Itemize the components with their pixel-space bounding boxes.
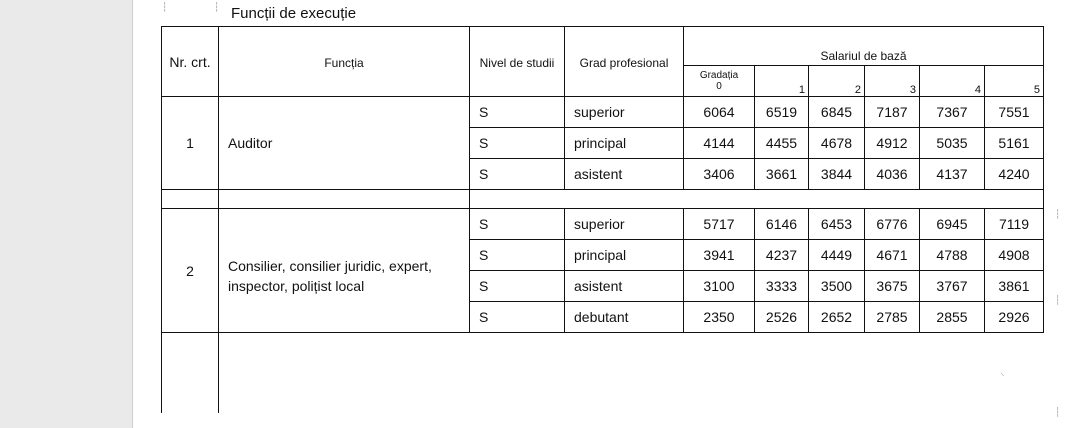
salary-cell: 5717 — [684, 209, 755, 240]
salary-cell: 6453 — [809, 209, 865, 240]
scan-artifact: ⸌ — [1000, 371, 1005, 381]
group-nr: 2 — [162, 209, 219, 333]
salary-cell: 6945 — [920, 209, 985, 240]
header-nivel-studii: Nivel de studii — [470, 27, 565, 97]
scan-artifact: ┆ — [1055, 407, 1061, 417]
studii-cell: S — [470, 128, 565, 159]
trailing-cell — [470, 333, 1044, 414]
trailing-cell — [219, 333, 470, 414]
salary-cell: 6776 — [865, 209, 920, 240]
studii-cell: S — [470, 240, 565, 271]
salary-cell: 7551 — [985, 97, 1044, 128]
salary-cell: 4449 — [809, 240, 865, 271]
group-nr: 1 — [162, 97, 219, 190]
salary-cell: 3675 — [865, 271, 920, 302]
salary-cell: 2652 — [809, 302, 865, 333]
salary-cell: 6519 — [755, 97, 809, 128]
gradatia-1-header: 1 — [755, 66, 809, 97]
header-row — [162, 27, 1044, 66]
studii-cell: S — [470, 159, 565, 190]
salary-cell: 6064 — [684, 97, 755, 128]
salary-cell: 4912 — [865, 128, 920, 159]
salary-cell: 4144 — [684, 128, 755, 159]
grad-cell: principal — [565, 128, 684, 159]
separator-cell — [162, 190, 219, 209]
grad-cell: superior — [565, 97, 684, 128]
grad-cell: superior — [565, 209, 684, 240]
studii-cell: S — [470, 209, 565, 240]
header-salariul-de-baza: Salariul de bază — [684, 27, 1044, 66]
salary-cell: 2526 — [755, 302, 809, 333]
salary-cell: 3500 — [809, 271, 865, 302]
salary-cell: 2785 — [865, 302, 920, 333]
trailing-row — [162, 333, 1044, 414]
salary-cell: 3406 — [684, 159, 755, 190]
salary-cell: 4671 — [865, 240, 920, 271]
grad-cell: principal — [565, 240, 684, 271]
scan-artifact: ┆ — [214, 2, 220, 12]
table-row — [162, 97, 1044, 128]
studii-cell: S — [470, 271, 565, 302]
separator-cell — [219, 190, 470, 209]
scan-artifact: ┆ — [1055, 295, 1061, 305]
salary-cell: 3661 — [755, 159, 809, 190]
salary-cell: 2350 — [684, 302, 755, 333]
separator-row — [162, 190, 1044, 209]
salary-cell: 7119 — [985, 209, 1044, 240]
salary-cell: 4036 — [865, 159, 920, 190]
scan-artifact: ┆ — [1055, 209, 1061, 219]
header-grad-profesional: Grad profesional — [565, 27, 684, 97]
salary-cell: 5161 — [985, 128, 1044, 159]
salary-cell: 4788 — [920, 240, 985, 271]
grad-cell: asistent — [565, 159, 684, 190]
salary-cell: 2926 — [985, 302, 1044, 333]
separator-cell — [470, 190, 1044, 209]
trailing-cell — [162, 333, 219, 414]
table-row — [162, 209, 1044, 240]
salary-cell: 4240 — [985, 159, 1044, 190]
salary-cell: 3844 — [809, 159, 865, 190]
salary-cell: 6845 — [809, 97, 865, 128]
group-functia: Auditor — [219, 97, 470, 190]
studii-cell: S — [470, 97, 565, 128]
gradatia-2-header: 2 — [809, 66, 865, 97]
group-functia: Consilier, consilier juridic, expert, inspector, polițist local — [219, 209, 470, 333]
scan-artifact: ┆ — [162, 2, 168, 12]
salary-cell: 5035 — [920, 128, 985, 159]
grad-cell: asistent — [565, 271, 684, 302]
gradatia-4-header: 4 — [920, 66, 985, 97]
salary-cell: 4137 — [920, 159, 985, 190]
gradatia-0-header: Gradația 0 — [684, 66, 755, 97]
salary-cell: 3941 — [684, 240, 755, 271]
header-functia: Funcția — [219, 27, 470, 97]
gradatia-5-header: 5 — [985, 66, 1044, 97]
salary-cell: 7367 — [920, 97, 985, 128]
salary-cell: 4908 — [985, 240, 1044, 271]
salary-cell: 4237 — [755, 240, 809, 271]
salary-cell: 7187 — [865, 97, 920, 128]
salary-cell: 2855 — [920, 302, 985, 333]
salary-cell: 3767 — [920, 271, 985, 302]
section-title: Funcții de execuție — [231, 5, 357, 22]
salary-cell: 3861 — [985, 271, 1044, 302]
salary-table — [161, 26, 1044, 413]
salary-cell: 4455 — [755, 128, 809, 159]
header-nr-crt: Nr. crt. — [162, 27, 219, 97]
salary-cell: 3333 — [755, 271, 809, 302]
salary-cell: 4678 — [809, 128, 865, 159]
grad-cell: debutant — [565, 302, 684, 333]
salary-cell: 3100 — [684, 271, 755, 302]
salary-cell: 6146 — [755, 209, 809, 240]
gradatia-3-header: 3 — [865, 66, 920, 97]
studii-cell: S — [470, 302, 565, 333]
